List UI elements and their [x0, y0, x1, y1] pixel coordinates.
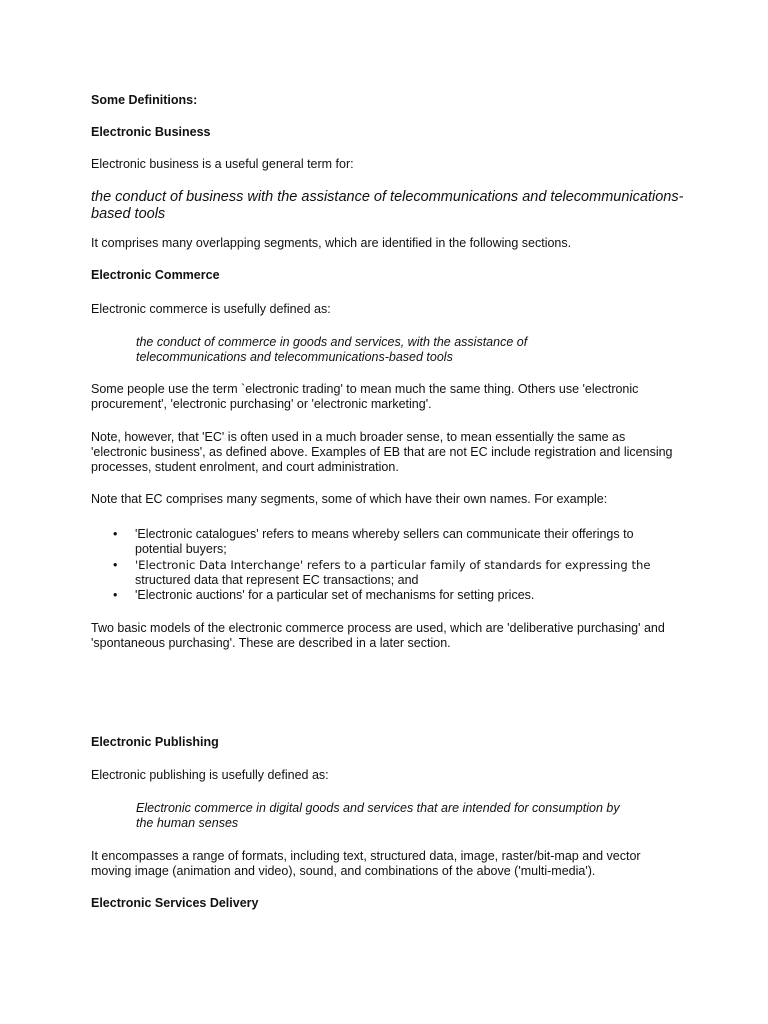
heading-electronic-publishing: Electronic Publishing: [91, 735, 219, 749]
ep-intro: Electronic publishing is usefully defined as:: [91, 768, 329, 782]
ec-intro: Electronic commerce is usefully defined as:: [91, 302, 331, 316]
ec-paragraph-1-line-2: procurement', 'electronic purchasing' or 'electronic marketing'.: [91, 397, 432, 411]
bullet-marker: •: [113, 588, 118, 602]
list-item-2-line-2: structured data that represent EC transactions; and: [135, 573, 419, 587]
ec-paragraph-2-line-2: 'electronic business', as defined above. Examples of EB that are not EC include registration and licensing: [91, 445, 673, 459]
list-item-1-line-1: 'Electronic catalogues' refers to means whereby sellers can communicate their offerings to: [135, 527, 634, 541]
heading-electronic-services-delivery: Electronic Services Delivery: [91, 896, 259, 910]
ec-paragraph-4-line-1: Two basic models of the electronic commerce process are used, which are 'deliberative purchasing' and: [91, 621, 665, 635]
ep-definition-line-1: Electronic commerce in digital goods and services that are intended for consumption by: [136, 801, 620, 815]
list-item-2-line-1: 'Electronic Data Interchange' refers to a particular family of standards for expressing the: [135, 558, 651, 572]
ep-paragraph-1-line-1: It encompasses a range of formats, including text, structured data, image, raster/bit-map and vector: [91, 849, 641, 863]
list-item-1-line-2: potential buyers;: [135, 542, 227, 556]
eb-intro: Electronic business is a useful general term for:: [91, 157, 354, 171]
ec-definition-line-1: the conduct of commerce in goods and services, with the assistance of: [136, 335, 528, 349]
ec-definition-line-2: telecommunications and telecommunications-based tools: [136, 350, 453, 364]
ep-paragraph-1-line-2: moving image (animation and video), sound, and combinations of the above ('multi-media').: [91, 864, 596, 878]
ec-paragraph-2-line-3: processes, student enrolment, and court administration.: [91, 460, 399, 474]
ec-paragraph-3: Note that EC comprises many segments, some of which have their own names. For example:: [91, 492, 608, 506]
eb-definition-line-1: the conduct of business with the assistance of telecommunications and telecommunications-: [91, 189, 684, 205]
bullet-marker: •: [113, 558, 118, 572]
heading-electronic-commerce: Electronic Commerce: [91, 268, 220, 282]
ec-paragraph-2-line-1: Note, however, that 'EC' is often used in a much broader sense, to mean essentially the same as: [91, 430, 626, 444]
page-title: Some Definitions:: [91, 93, 198, 107]
ep-definition-line-2: the human senses: [136, 816, 239, 830]
ec-paragraph-4-line-2: 'spontaneous purchasing'. These are described in a later section.: [91, 636, 451, 650]
ec-paragraph-1-line-1: Some people use the term `electronic trading' to mean much the same thing. Others use 'electronic: [91, 382, 639, 396]
bullet-marker: •: [113, 527, 118, 541]
list-item-3-line-1: 'Electronic auctions' for a particular set of mechanisms for setting prices.: [135, 588, 535, 602]
eb-segments-text: It comprises many overlapping segments, which are identified in the following sections.: [91, 236, 572, 250]
eb-definition-line-2: based tools: [91, 206, 166, 222]
heading-electronic-business: Electronic Business: [91, 125, 211, 139]
